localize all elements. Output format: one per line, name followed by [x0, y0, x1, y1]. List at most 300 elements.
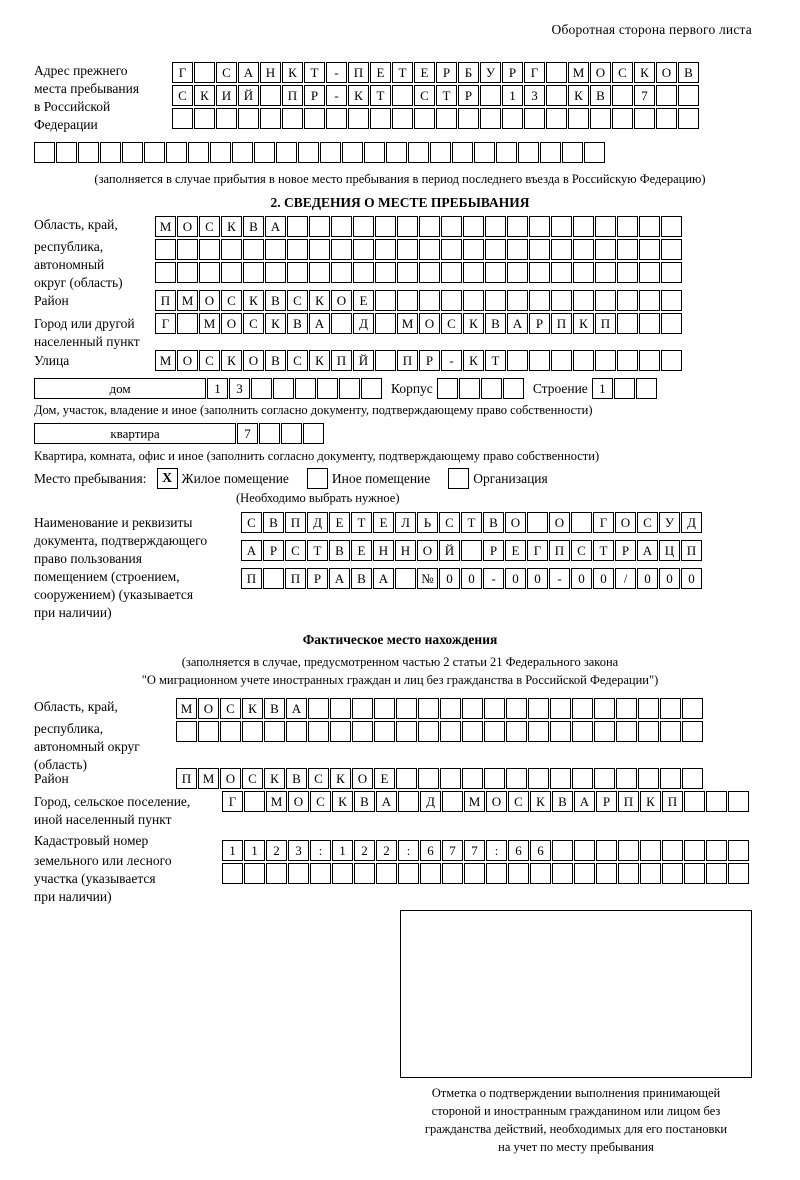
- s3-region-r1-20[interactable]: [616, 698, 637, 719]
- s2-doc-r3-14[interactable]: -: [549, 568, 570, 589]
- checkbox-zhiloe[interactable]: X: [157, 468, 178, 489]
- s2-city-13[interactable]: С: [441, 313, 462, 334]
- s2-doc-r3-8[interactable]: №: [417, 568, 438, 589]
- s2-region-r3-7[interactable]: [309, 262, 330, 283]
- prev-addr-r3-20[interactable]: [612, 108, 633, 129]
- s3-district-13[interactable]: [462, 768, 483, 789]
- s2-region-row-2[interactable]: [155, 239, 683, 260]
- s3-city-13[interactable]: С: [508, 791, 529, 812]
- s2-street-9[interactable]: Й: [353, 350, 374, 371]
- s2-doc-r2-6[interactable]: Н: [373, 540, 394, 561]
- s2-doc-r3-11[interactable]: -: [483, 568, 504, 589]
- s3-region-r2-6[interactable]: [308, 721, 329, 742]
- s2-district-5[interactable]: В: [265, 290, 286, 311]
- prev-addr-r4-13[interactable]: [320, 142, 341, 163]
- s2-district-8[interactable]: О: [331, 290, 352, 311]
- s2-region-r3-6[interactable]: [287, 262, 308, 283]
- s2-region-r2-3[interactable]: [221, 239, 242, 260]
- prev-addr-r2-12[interactable]: Т: [436, 85, 457, 106]
- s2-doc-r2-20[interactable]: П: [681, 540, 702, 561]
- s2-doc-r1-14[interactable]: О: [549, 512, 570, 533]
- prev-addr-r2-23[interactable]: [678, 85, 699, 106]
- s2-city-8[interactable]: [331, 313, 352, 334]
- s3-city-7[interactable]: А: [376, 791, 397, 812]
- s2-doc-r2-4[interactable]: В: [329, 540, 350, 561]
- prev-addr-r3-4[interactable]: [260, 108, 281, 129]
- s3-city-10[interactable]: [442, 791, 463, 812]
- s2-district-row[interactable]: [155, 290, 683, 311]
- s2-city-18[interactable]: П: [551, 313, 572, 334]
- s2-region-r3-3[interactable]: [221, 262, 242, 283]
- prev-addr-r1-8[interactable]: П: [348, 62, 369, 83]
- prev-addr-r4-25[interactable]: [584, 142, 605, 163]
- s2-district-9[interactable]: Е: [353, 290, 374, 311]
- s3-cad-r1-17[interactable]: [596, 840, 617, 861]
- prev-addr-r2-7[interactable]: -: [326, 85, 347, 106]
- s2-region-r1-6[interactable]: [287, 216, 308, 237]
- s2-district-2[interactable]: О: [199, 290, 220, 311]
- s2-city-4[interactable]: С: [243, 313, 264, 334]
- s2-street-15[interactable]: Т: [485, 350, 506, 371]
- s3-region-r2-14[interactable]: [484, 721, 505, 742]
- s3-cad-r2-6[interactable]: [354, 863, 375, 884]
- s2-doc-r1-7[interactable]: Л: [395, 512, 416, 533]
- prev-addr-r1-9[interactable]: Е: [370, 62, 391, 83]
- s3-region-r2-23[interactable]: [682, 721, 703, 742]
- prev-addr-r4-0[interactable]: [34, 142, 55, 163]
- s3-cad-r1-23[interactable]: [728, 840, 749, 861]
- s2-doc-r2-9[interactable]: Й: [439, 540, 460, 561]
- s2-street-0[interactable]: М: [155, 350, 176, 371]
- prev-addr-r2-16[interactable]: 3: [524, 85, 545, 106]
- prev-address-row-3[interactable]: [172, 108, 700, 129]
- s2-city-9[interactable]: Д: [353, 313, 374, 334]
- s2-region-r1-10[interactable]: [375, 216, 396, 237]
- s2-house-6[interactable]: [339, 378, 360, 399]
- prev-addr-r2-10[interactable]: [392, 85, 413, 106]
- s3-cad-r1-0[interactable]: 1: [222, 840, 243, 861]
- s2-district-19[interactable]: [573, 290, 594, 311]
- s2-region-r2-0[interactable]: [155, 239, 176, 260]
- prev-addr-r4-1[interactable]: [56, 142, 77, 163]
- s2-region-r2-7[interactable]: [309, 239, 330, 260]
- s2-region-r1-16[interactable]: [507, 216, 528, 237]
- s2-doc-r3-5[interactable]: В: [351, 568, 372, 589]
- s3-cad-r1-22[interactable]: [706, 840, 727, 861]
- s3-cad-r2-11[interactable]: [464, 863, 485, 884]
- s3-cad-r2-15[interactable]: [552, 863, 573, 884]
- prev-addr-r4-10[interactable]: [254, 142, 275, 163]
- s2-region-r2-8[interactable]: [331, 239, 352, 260]
- s2-region-row-1[interactable]: [155, 216, 683, 237]
- s2-region-r2-15[interactable]: [485, 239, 506, 260]
- s2-street-8[interactable]: П: [331, 350, 352, 371]
- prev-addr-r1-16[interactable]: Г: [524, 62, 545, 83]
- s3-region-r1-8[interactable]: [352, 698, 373, 719]
- s2-city-5[interactable]: К: [265, 313, 286, 334]
- flat-cells[interactable]: [237, 423, 325, 444]
- prev-addr-r4-4[interactable]: [122, 142, 143, 163]
- s2-region-r2-14[interactable]: [463, 239, 484, 260]
- prev-addr-r4-23[interactable]: [540, 142, 561, 163]
- s3-cadastral-row-1[interactable]: [222, 840, 750, 861]
- s3-cad-r2-9[interactable]: [420, 863, 441, 884]
- s3-region-r1-12[interactable]: [440, 698, 461, 719]
- s3-city-18[interactable]: П: [618, 791, 639, 812]
- s3-region-r1-9[interactable]: [374, 698, 395, 719]
- prev-addr-r1-14[interactable]: У: [480, 62, 501, 83]
- prev-addr-r3-23[interactable]: [678, 108, 699, 129]
- s2-region-r1-23[interactable]: [661, 216, 682, 237]
- s2-region-r2-16[interactable]: [507, 239, 528, 260]
- s2-flat-0[interactable]: 7: [237, 423, 258, 444]
- s2-region-r1-4[interactable]: В: [243, 216, 264, 237]
- s3-district-4[interactable]: К: [264, 768, 285, 789]
- s2-district-6[interactable]: С: [287, 290, 308, 311]
- s2-doc-r2-15[interactable]: С: [571, 540, 592, 561]
- prev-addr-r1-10[interactable]: Т: [392, 62, 413, 83]
- s2-region-r2-20[interactable]: [595, 239, 616, 260]
- prev-addr-r1-2[interactable]: С: [216, 62, 237, 83]
- s2-city-17[interactable]: Р: [529, 313, 550, 334]
- s2-region-r3-18[interactable]: [551, 262, 572, 283]
- prev-addr-r3-3[interactable]: [238, 108, 259, 129]
- s2-doc-r1-2[interactable]: П: [285, 512, 306, 533]
- s3-region-r2-18[interactable]: [572, 721, 593, 742]
- s3-cad-r1-14[interactable]: 6: [530, 840, 551, 861]
- s3-district-17[interactable]: [550, 768, 571, 789]
- prev-addr-r2-21[interactable]: 7: [634, 85, 655, 106]
- s3-cadastral-row-2[interactable]: [222, 863, 750, 884]
- prev-addr-r4-20[interactable]: [474, 142, 495, 163]
- s2-region-r2-5[interactable]: [265, 239, 286, 260]
- s3-region-r1-11[interactable]: [418, 698, 439, 719]
- s3-cad-r1-15[interactable]: [552, 840, 573, 861]
- stroenie-cells[interactable]: [592, 378, 658, 399]
- prev-addr-r4-7[interactable]: [188, 142, 209, 163]
- s3-cad-r1-18[interactable]: [618, 840, 639, 861]
- s3-cad-r2-14[interactable]: [530, 863, 551, 884]
- s3-region-r1-22[interactable]: [660, 698, 681, 719]
- prev-addr-r4-5[interactable]: [144, 142, 165, 163]
- s2-doc-row-2[interactable]: [241, 540, 703, 561]
- s3-city-6[interactable]: В: [354, 791, 375, 812]
- s2-street-21[interactable]: [617, 350, 638, 371]
- prev-addr-r3-7[interactable]: [326, 108, 347, 129]
- s3-region-r2-11[interactable]: [418, 721, 439, 742]
- s2-city-11[interactable]: М: [397, 313, 418, 334]
- s2-city-15[interactable]: В: [485, 313, 506, 334]
- prev-addr-r2-22[interactable]: [656, 85, 677, 106]
- s2-doc-r1-17[interactable]: О: [615, 512, 636, 533]
- s3-region-r2-20[interactable]: [616, 721, 637, 742]
- s3-region-r2-1[interactable]: [198, 721, 219, 742]
- s3-region-r2-3[interactable]: [242, 721, 263, 742]
- s2-district-15[interactable]: [485, 290, 506, 311]
- s2-house-line[interactable]: [34, 378, 658, 399]
- s3-district-22[interactable]: [660, 768, 681, 789]
- s2-stroenie-0[interactable]: 1: [592, 378, 613, 399]
- s2-street-17[interactable]: [529, 350, 550, 371]
- s2-region-r1-5[interactable]: А: [265, 216, 286, 237]
- s2-korpus-0[interactable]: [437, 378, 458, 399]
- s2-house-5[interactable]: [317, 378, 338, 399]
- prev-addr-r4-3[interactable]: [100, 142, 121, 163]
- s2-doc-r3-15[interactable]: 0: [571, 568, 592, 589]
- s2-region-r1-9[interactable]: [353, 216, 374, 237]
- s3-region-r2-21[interactable]: [638, 721, 659, 742]
- s2-district-11[interactable]: [397, 290, 418, 311]
- s2-district-1[interactable]: М: [177, 290, 198, 311]
- prev-addr-r3-9[interactable]: [370, 108, 391, 129]
- s2-region-r1-8[interactable]: [331, 216, 352, 237]
- prev-addr-r1-20[interactable]: С: [612, 62, 633, 83]
- s2-flat-line[interactable]: [34, 423, 325, 444]
- prev-addr-r2-8[interactable]: К: [348, 85, 369, 106]
- s3-cad-r2-3[interactable]: [288, 863, 309, 884]
- prev-addr-r1-23[interactable]: В: [678, 62, 699, 83]
- s2-doc-r1-0[interactable]: С: [241, 512, 262, 533]
- s2-doc-r3-6[interactable]: А: [373, 568, 394, 589]
- prev-addr-r4-15[interactable]: [364, 142, 385, 163]
- checkbox-organizaciya[interactable]: [448, 468, 469, 489]
- s2-street-6[interactable]: С: [287, 350, 308, 371]
- s2-doc-r2-10[interactable]: [461, 540, 482, 561]
- prev-addr-r2-3[interactable]: Й: [238, 85, 259, 106]
- s3-region-r1-13[interactable]: [462, 698, 483, 719]
- prev-addr-r4-9[interactable]: [232, 142, 253, 163]
- s3-city-14[interactable]: К: [530, 791, 551, 812]
- prev-addr-r1-3[interactable]: А: [238, 62, 259, 83]
- s3-region-r1-16[interactable]: [528, 698, 549, 719]
- prev-addr-r3-6[interactable]: [304, 108, 325, 129]
- s2-city-21[interactable]: [617, 313, 638, 334]
- s3-district-row[interactable]: [176, 768, 704, 789]
- s2-region-r1-19[interactable]: [573, 216, 594, 237]
- s3-district-16[interactable]: [528, 768, 549, 789]
- s3-region-r1-5[interactable]: А: [286, 698, 307, 719]
- s2-street-11[interactable]: П: [397, 350, 418, 371]
- s2-district-22[interactable]: [639, 290, 660, 311]
- s3-region-r2-5[interactable]: [286, 721, 307, 742]
- s3-cad-r2-23[interactable]: [728, 863, 749, 884]
- s2-region-r3-9[interactable]: [353, 262, 374, 283]
- s3-region-r1-18[interactable]: [572, 698, 593, 719]
- s3-cad-r2-19[interactable]: [640, 863, 661, 884]
- s3-cad-r2-2[interactable]: [266, 863, 287, 884]
- s3-cad-r1-7[interactable]: 2: [376, 840, 397, 861]
- s2-district-13[interactable]: [441, 290, 462, 311]
- s2-doc-r3-0[interactable]: П: [241, 568, 262, 589]
- s2-house-4[interactable]: [295, 378, 316, 399]
- s2-street-row[interactable]: [155, 350, 683, 371]
- s2-street-14[interactable]: К: [463, 350, 484, 371]
- prev-addr-r1-19[interactable]: О: [590, 62, 611, 83]
- s3-city-16[interactable]: А: [574, 791, 595, 812]
- s2-region-r2-11[interactable]: [397, 239, 418, 260]
- s3-region-r1-3[interactable]: К: [242, 698, 263, 719]
- s3-district-18[interactable]: [572, 768, 593, 789]
- prev-addr-r2-14[interactable]: [480, 85, 501, 106]
- prev-address-row-2[interactable]: [172, 85, 700, 106]
- s3-city-1[interactable]: [244, 791, 265, 812]
- s3-district-2[interactable]: О: [220, 768, 241, 789]
- prev-addr-r4-6[interactable]: [166, 142, 187, 163]
- s2-region-r3-21[interactable]: [617, 262, 638, 283]
- prev-addr-r3-21[interactable]: [634, 108, 655, 129]
- prev-addr-r4-19[interactable]: [452, 142, 473, 163]
- s2-region-r3-2[interactable]: [199, 262, 220, 283]
- s2-district-20[interactable]: [595, 290, 616, 311]
- s2-region-r3-14[interactable]: [463, 262, 484, 283]
- s3-city-12[interactable]: О: [486, 791, 507, 812]
- s2-street-16[interactable]: [507, 350, 528, 371]
- prev-addr-r3-18[interactable]: [568, 108, 589, 129]
- s2-city-22[interactable]: [639, 313, 660, 334]
- s2-doc-r2-17[interactable]: Р: [615, 540, 636, 561]
- s3-district-1[interactable]: М: [198, 768, 219, 789]
- s2-doc-r1-20[interactable]: Д: [681, 512, 702, 533]
- prev-addr-r2-1[interactable]: К: [194, 85, 215, 106]
- s3-cad-r1-10[interactable]: 7: [442, 840, 463, 861]
- s2-stroenie-2[interactable]: [636, 378, 657, 399]
- s3-region-r2-4[interactable]: [264, 721, 285, 742]
- s3-region-r1-14[interactable]: [484, 698, 505, 719]
- s2-region-r2-21[interactable]: [617, 239, 638, 260]
- prev-address-row-4[interactable]: [34, 142, 606, 163]
- s3-district-7[interactable]: К: [330, 768, 351, 789]
- s2-region-r3-22[interactable]: [639, 262, 660, 283]
- prev-addr-r3-11[interactable]: [414, 108, 435, 129]
- s3-cad-r1-11[interactable]: 7: [464, 840, 485, 861]
- prev-addr-r2-0[interactable]: С: [172, 85, 193, 106]
- prev-addr-r1-17[interactable]: [546, 62, 567, 83]
- s3-district-11[interactable]: [418, 768, 439, 789]
- prev-addr-r3-15[interactable]: [502, 108, 523, 129]
- s2-doc-r3-3[interactable]: Р: [307, 568, 328, 589]
- s2-city-2[interactable]: М: [199, 313, 220, 334]
- s3-region-r2-0[interactable]: [176, 721, 197, 742]
- prev-addr-r4-17[interactable]: [408, 142, 429, 163]
- s2-street-5[interactable]: В: [265, 350, 286, 371]
- s2-region-row-3[interactable]: [155, 262, 683, 283]
- s2-flat-1[interactable]: [259, 423, 280, 444]
- s2-region-r3-8[interactable]: [331, 262, 352, 283]
- s3-district-6[interactable]: С: [308, 768, 329, 789]
- s2-doc-r3-7[interactable]: [395, 568, 416, 589]
- s2-district-17[interactable]: [529, 290, 550, 311]
- s2-region-r2-9[interactable]: [353, 239, 374, 260]
- s2-region-r2-23[interactable]: [661, 239, 682, 260]
- s3-cad-r2-16[interactable]: [574, 863, 595, 884]
- s2-street-13[interactable]: -: [441, 350, 462, 371]
- s3-city-20[interactable]: П: [662, 791, 683, 812]
- s2-district-14[interactable]: [463, 290, 484, 311]
- s2-doc-r3-2[interactable]: П: [285, 568, 306, 589]
- prev-addr-r2-17[interactable]: [546, 85, 567, 106]
- s3-region-r2-9[interactable]: [374, 721, 395, 742]
- s2-stroenie-1[interactable]: [614, 378, 635, 399]
- s2-city-16[interactable]: А: [507, 313, 528, 334]
- s3-region-r1-1[interactable]: О: [198, 698, 219, 719]
- s2-city-23[interactable]: [661, 313, 682, 334]
- s2-doc-r3-9[interactable]: 0: [439, 568, 460, 589]
- s2-house-0[interactable]: 1: [207, 378, 228, 399]
- s3-region-r2-13[interactable]: [462, 721, 483, 742]
- prev-addr-r2-11[interactable]: С: [414, 85, 435, 106]
- s2-street-3[interactable]: К: [221, 350, 242, 371]
- s2-house-1[interactable]: 3: [229, 378, 250, 399]
- prev-addr-r1-13[interactable]: Б: [458, 62, 479, 83]
- s2-region-r3-12[interactable]: [419, 262, 440, 283]
- s2-city-1[interactable]: [177, 313, 198, 334]
- s2-doc-r2-11[interactable]: Р: [483, 540, 504, 561]
- s2-region-r2-1[interactable]: [177, 239, 198, 260]
- checkbox-inoe[interactable]: [307, 468, 328, 489]
- s2-region-r2-22[interactable]: [639, 239, 660, 260]
- s2-region-r2-17[interactable]: [529, 239, 550, 260]
- s2-region-r1-17[interactable]: [529, 216, 550, 237]
- s2-doc-r2-12[interactable]: Е: [505, 540, 526, 561]
- s2-doc-r2-0[interactable]: А: [241, 540, 262, 561]
- s3-cad-r2-21[interactable]: [684, 863, 705, 884]
- s3-cad-r2-7[interactable]: [376, 863, 397, 884]
- s2-street-10[interactable]: [375, 350, 396, 371]
- s2-district-12[interactable]: [419, 290, 440, 311]
- prev-addr-r1-5[interactable]: К: [282, 62, 303, 83]
- s2-region-r1-20[interactable]: [595, 216, 616, 237]
- s2-city-14[interactable]: К: [463, 313, 484, 334]
- prev-addr-r1-4[interactable]: Н: [260, 62, 281, 83]
- s2-region-r1-18[interactable]: [551, 216, 572, 237]
- s2-district-4[interactable]: К: [243, 290, 264, 311]
- s3-cad-r2-4[interactable]: [310, 863, 331, 884]
- s2-region-r2-10[interactable]: [375, 239, 396, 260]
- prev-addr-r1-0[interactable]: Г: [172, 62, 193, 83]
- prev-addr-r2-20[interactable]: [612, 85, 633, 106]
- prev-addr-r3-10[interactable]: [392, 108, 413, 129]
- s3-region-r1-19[interactable]: [594, 698, 615, 719]
- s3-cad-r1-1[interactable]: 1: [244, 840, 265, 861]
- s3-district-3[interactable]: С: [242, 768, 263, 789]
- s3-district-23[interactable]: [682, 768, 703, 789]
- s3-district-19[interactable]: [594, 768, 615, 789]
- s3-cad-r1-19[interactable]: [640, 840, 661, 861]
- s3-cad-r2-1[interactable]: [244, 863, 265, 884]
- s2-doc-r2-13[interactable]: Г: [527, 540, 548, 561]
- s2-street-22[interactable]: [639, 350, 660, 371]
- s2-street-4[interactable]: О: [243, 350, 264, 371]
- s3-region-r2-19[interactable]: [594, 721, 615, 742]
- prev-addr-r1-21[interactable]: К: [634, 62, 655, 83]
- s3-district-12[interactable]: [440, 768, 461, 789]
- prev-addr-r3-16[interactable]: [524, 108, 545, 129]
- s3-city-22[interactable]: [706, 791, 727, 812]
- s3-region-r1-10[interactable]: [396, 698, 417, 719]
- s2-doc-row-3[interactable]: [241, 568, 703, 589]
- s2-house-7[interactable]: [361, 378, 382, 399]
- s2-doc-r1-13[interactable]: [527, 512, 548, 533]
- s3-city-17[interactable]: Р: [596, 791, 617, 812]
- s2-district-3[interactable]: С: [221, 290, 242, 311]
- s3-city-19[interactable]: К: [640, 791, 661, 812]
- s2-city-19[interactable]: К: [573, 313, 594, 334]
- prev-addr-r1-15[interactable]: Р: [502, 62, 523, 83]
- s3-region-r2-2[interactable]: [220, 721, 241, 742]
- s2-region-r1-21[interactable]: [617, 216, 638, 237]
- s2-region-r1-11[interactable]: [397, 216, 418, 237]
- s2-street-2[interactable]: С: [199, 350, 220, 371]
